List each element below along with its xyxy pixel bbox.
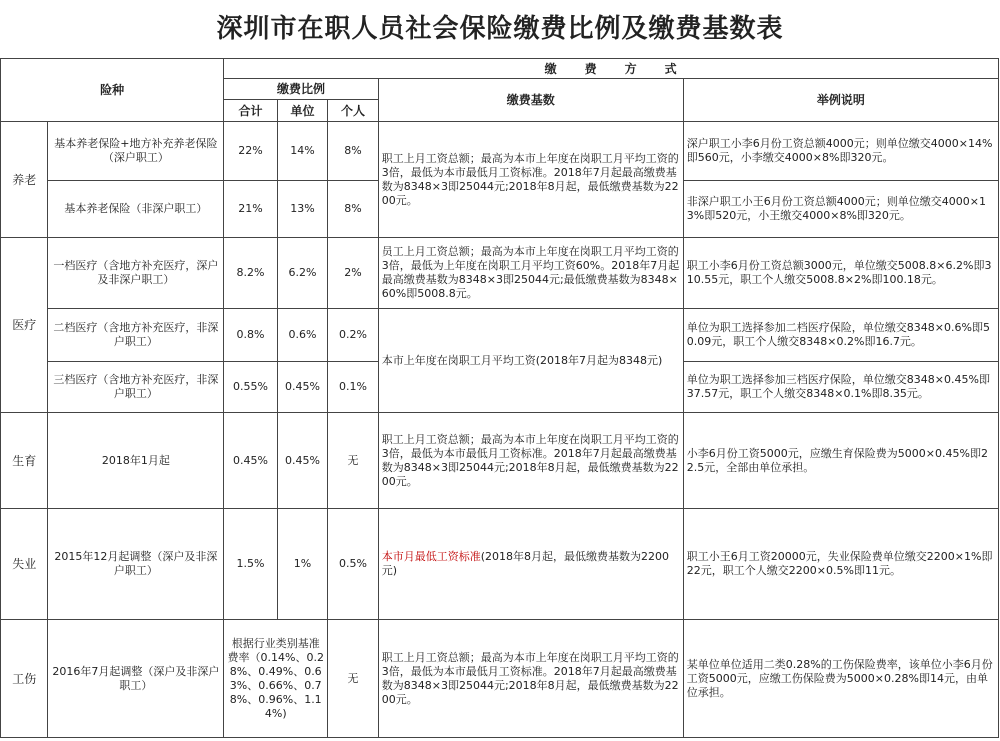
ratio-individual: 0.5%: [328, 509, 379, 620]
base-text-rest: (2018年8月起，最低缴费基数为2200元): [381, 550, 670, 577]
header-payment-method: 缴费方式: [224, 59, 999, 79]
ratio-employer: 0.6%: [277, 309, 328, 362]
example-text: 单位为职工选择参加三档医疗保险，单位缴交8348×0.45%即37.57元，职工个人缴交8348×0.1%即8.35元。: [683, 362, 998, 413]
ratio-total: 22%: [224, 122, 278, 181]
table-row: [1, 509, 999, 620]
category-maternity: 生育: [1, 413, 48, 509]
table-row: [1, 122, 999, 181]
ratio-total: 8.2%: [224, 238, 278, 309]
ratio-employer: 0.45%: [277, 413, 328, 509]
base-text: 职工上月工资总额；最高为本市上年度在岗职工月平均工资的3倍，最低为本市最低月工资标准。2018年7月起最高缴费基数为8348×3即25044元;2018年8月起，最低缴费基数为2200元。: [378, 122, 683, 238]
category-medical: 医疗: [1, 238, 48, 413]
item-name: 2015年12月起调整（深户及非深户职工）: [48, 509, 224, 620]
table-row: [1, 413, 999, 509]
example-text: 职工小李6月份工资总额3000元，单位缴交5008.8×6.2%即310.55元，职工个人缴交5008.8×2%即100.18元。: [683, 238, 998, 309]
ratio-individual: 8%: [328, 181, 379, 238]
ratio-employer: 0.45%: [277, 362, 328, 413]
ratio-individual: 无: [328, 413, 379, 509]
page-title: 深圳市在职人员社会保险缴费比例及缴费基数表: [216, 14, 784, 44]
header-total: 合计: [224, 100, 278, 122]
header-base: 缴费基数: [378, 79, 683, 122]
base-text: 员工上月工资总额；最高为本市上年度在岗职工月平均工资的3倍，最低为上年度在岗职工月平均工资60%。2018年7月起最高缴费基数为8348×3即25044元;最低缴费基数为8348×60%即5008.8元。: [378, 238, 683, 309]
table-row: [1, 309, 999, 362]
example-text: 某单位单位适用二类0.28%的工伤保险费率，该单位小李6月份工资5000元，应缴工伤保险费为5000×0.28%即14元，由单位承担。: [683, 620, 998, 738]
header-payment-ratio: 缴费比例: [224, 79, 379, 100]
example-text: 单位为职工选择参加二档医疗保险，单位缴交8348×0.6%即50.09元，职工个人缴交8348×0.2%即16.7元。: [683, 309, 998, 362]
ratio-employer: 14%: [277, 122, 328, 181]
example-text: 职工小王6月工资20000元，失业保险费单位缴交2200×1%即22元，职工个人缴交2200×0.5%即11元。: [683, 509, 998, 620]
item-name: 基本养老保险+地方补充养老保险（深户职工）: [48, 122, 224, 181]
table-row: [1, 238, 999, 309]
header-insurance-type: 险种: [1, 59, 224, 122]
item-name: 一档医疗（含地方补充医疗，深户及非深户职工）: [48, 238, 224, 309]
ratio-total: 0.55%: [224, 362, 278, 413]
category-pension: 养老: [1, 122, 48, 238]
header-employer: 单位: [277, 100, 328, 122]
insurance-table: [0, 58, 999, 738]
category-injury: 工伤: [1, 620, 48, 738]
base-text: 职工上月工资总额；最高为本市上年度在岗职工月平均工资的3倍，最低为本市最低月工资标准。2018年7月起最高缴费基数为8348×3即25044元;2018年8月起，最低缴费基数为2200元。: [378, 413, 683, 509]
item-name: 2018年1月起: [48, 413, 224, 509]
ratio-employer: 1%: [277, 509, 328, 620]
base-text: 职工上月工资总额；最高为本市上年度在岗职工月平均工资的3倍，最低为本市最低月工资标准。2018年7月起最高缴费基数为8348×3即25044元;2018年8月起，最低缴费基数为2200元。: [378, 620, 683, 738]
ratio-individual: 0.1%: [328, 362, 379, 413]
min-wage-highlight: 本市月最低工资标准: [381, 550, 481, 563]
item-name: 三档医疗（含地方补充医疗，非深户职工）: [48, 362, 224, 413]
ratio-total: 0.8%: [224, 309, 278, 362]
header-individual: 个人: [328, 100, 379, 122]
ratio-employer: 13%: [277, 181, 328, 238]
ratio-total: 0.45%: [224, 413, 278, 509]
category-unemployment: 失业: [1, 509, 48, 620]
ratio-employer: 6.2%: [277, 238, 328, 309]
ratio-individual: 2%: [328, 238, 379, 309]
ratio-individual: 8%: [328, 122, 379, 181]
table-row: [1, 620, 999, 738]
base-text: 本市上年度在岗职工月平均工资(2018年7月起为8348元): [378, 309, 683, 413]
base-text: [378, 509, 683, 620]
example-text: 深户职工小李6月份工资总额4000元；则单位缴交4000×14%即560元，小李缴交4000×8%即320元。: [683, 122, 998, 181]
example-text: 小李6月份工资5000元，应缴生育保险费为5000×0.45%即22.5元，全部由单位承担。: [683, 413, 998, 509]
item-name: 二档医疗（含地方补充医疗，非深户职工）: [48, 309, 224, 362]
item-name: 2016年7月起调整（深户及非深户职工）: [48, 620, 224, 738]
example-text: 非深户职工小王6月份工资总额4000元；则单位缴交4000×13%即520元，小王缴交4000×8%即320元。: [683, 181, 998, 238]
ratio-individual: 0.2%: [328, 309, 379, 362]
ratio-total: 21%: [224, 181, 278, 238]
item-name: 基本养老保险（非深户职工）: [48, 181, 224, 238]
header-example: 举例说明: [683, 79, 998, 122]
ratio-total: 1.5%: [224, 509, 278, 620]
ratio-total-employer: 根据行业类别基准费率（0.14%、0.28%、0.49%、0.63%、0.66%、0.78%、0.96%、1.14%): [224, 620, 328, 738]
ratio-individual: 无: [328, 620, 379, 738]
